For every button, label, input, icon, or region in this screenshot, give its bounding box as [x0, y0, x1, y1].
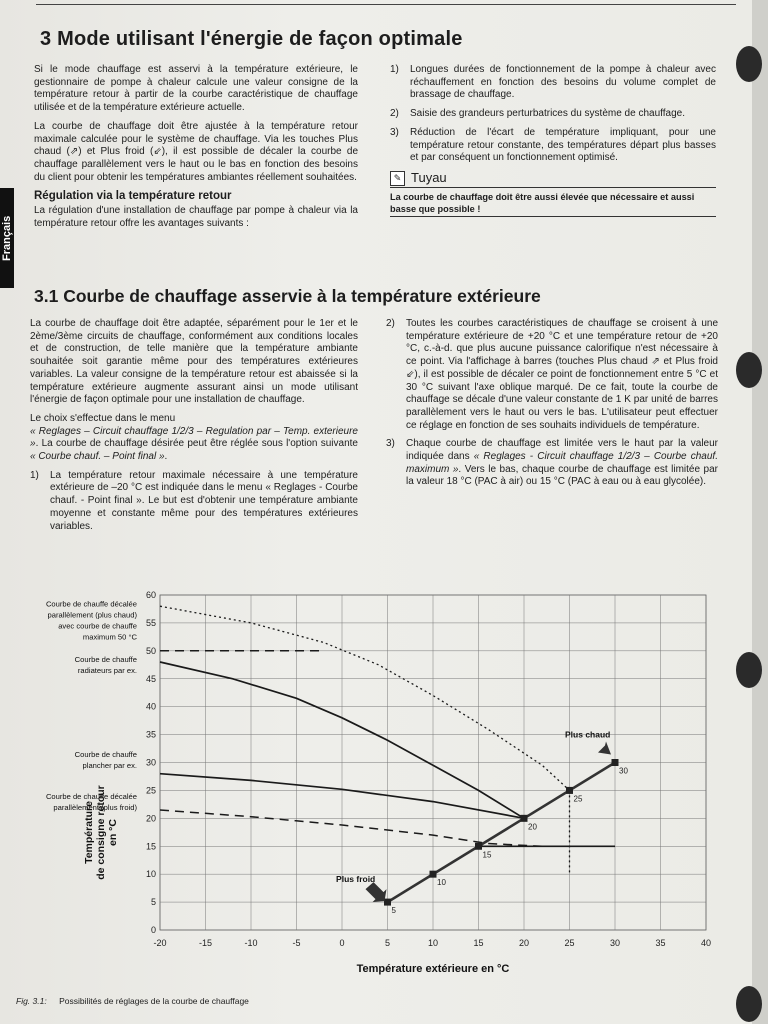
arrow-plus-chaud-icon — [595, 742, 611, 756]
axis-point-marker — [475, 843, 482, 850]
tip-title: Tuyau — [411, 170, 447, 186]
heating-curve-chart — [0, 585, 740, 995]
curve-label: plancher par ex. — [82, 761, 137, 770]
y-axis-label: Température — [83, 801, 95, 864]
axis-point-label: 30 — [619, 766, 628, 776]
y-tick-label: 50 — [145, 645, 156, 656]
binder-hole — [736, 652, 762, 688]
chart-annotation: Plus froid — [336, 873, 376, 884]
figure-caption — [16, 996, 249, 1006]
paragraph: Si le mode chauffage est asservi à la température extérieure, le gestionnaire de pompe à chaleur calcule une valeur consigne de la température retour à partir de la courbe caractéristique de chauffage utilisée et de la température extérieure actuelle. — [34, 64, 358, 114]
y-tick-label: 30 — [145, 757, 156, 768]
x-tick-label: 20 — [518, 938, 530, 948]
tip-header — [390, 171, 716, 186]
axis-point-label: 10 — [437, 878, 446, 888]
y-tick-label: 45 — [145, 673, 156, 684]
paragraph: La régulation d'une installation de chauffage par pompe à chaleur via la température retour offre les avantages suivants : — [34, 205, 358, 229]
axis-point-marker — [612, 759, 619, 766]
section-3-right-column — [390, 64, 716, 220]
x-tick-label: 10 — [427, 938, 439, 948]
language-tab: Français — [0, 188, 14, 288]
y-tick-label: 15 — [145, 841, 156, 852]
axis-point-marker — [384, 899, 391, 906]
axis-point-marker — [566, 787, 573, 794]
settings-list-right — [386, 318, 718, 489]
x-tick-label: -15 — [198, 938, 213, 948]
subheading-regulation: Régulation via la température retour — [34, 190, 232, 203]
y-tick-label: 5 — [150, 897, 156, 908]
tip-text: La courbe de chauffage doit être aussi élevée que nécessaire et aussi basse que possible ! — [390, 191, 695, 214]
binder-hole — [736, 46, 762, 82]
curve-label: maximum 50 °C — [82, 632, 137, 642]
menu-paragraph — [30, 426, 358, 464]
curve-label: parallèlement (plus froid) — [53, 802, 137, 812]
curve-label: Courbe de chauffe décalée — [45, 599, 137, 609]
y-tick-label: 0 — [150, 925, 156, 935]
x-tick-label: 30 — [609, 938, 621, 948]
curve-label: parallèlement (plus chaud) — [47, 610, 137, 620]
y-tick-label: 60 — [145, 590, 156, 600]
y-tick-label: 40 — [145, 701, 156, 712]
curve-label: avec courbe de chauffe — [58, 621, 137, 631]
list-item: 2) Toutes les courbes caractéristiques de chauffage se croisent à une température extérieure de +20 °C et une température retour de +20 °C, c.-à-d. que plus aucune puissance calorifique n'est nécessaire à ce point. Via l'affichage à barres (touches Plus chaud ⇗ et Plus froid ⇙), il est possible de décaler ce point de fonctionnement entre 5 °C et 30 °C suivant l'axe oblique marqué. De ce fait, toute la courbe de chauffage se décale d'une valeur constante de 1 K par unité de barres parallèlement vers le haut ou vers le bas. L'utilisateur peut effectuer ce réglage en fonction de ses souhaits individuels de température. — [386, 318, 718, 431]
axis-point-label: 25 — [573, 794, 583, 804]
curve-label: Courbe de chauffe — [74, 750, 137, 759]
series-axe_oblique — [388, 763, 616, 903]
axis-point-label: 15 — [482, 850, 492, 860]
menu-option: « Courbe chauf. – Point final » — [30, 451, 165, 463]
chart-grid — [160, 595, 706, 930]
menu-path: « Reglages – Circuit chauffage 1/2/3 – Regulation par – Temp. exterieure » — [30, 425, 358, 450]
x-tick-label: 25 — [564, 938, 575, 948]
y-tick-label: 55 — [145, 617, 156, 628]
section-3-1-title: 3.1 Courbe de chauffage asservie à la température extérieure — [34, 286, 541, 306]
tip-note-icon: ✎ — [390, 171, 405, 186]
x-tick-label: 5 — [384, 938, 391, 948]
tip-rule-bottom — [390, 216, 716, 217]
axis-point-label: 20 — [528, 822, 537, 832]
paragraph: La courbe de chauffage doit être adaptée, séparément pour le 1er et le 2ème/3ème circuits de chauffage, conformément aux conditions locales et de construction, de telle manière que la température ambiante souhaitée soit garantie même pour des températures extérieures variables. La valeur consigne de la température retour est abaissée si la température extérieure augmente assurant ainsi un mode utilisant l'énergie de façon optimale pour une installation de chauffage. — [30, 318, 358, 406]
x-tick-label: 35 — [655, 938, 666, 948]
arrow-plus-froid-icon — [366, 882, 387, 902]
y-tick-label: 25 — [145, 785, 156, 796]
figure-caption-text: Possibilités de réglages de la courbe de chauffage — [59, 996, 249, 1006]
x-tick-label: -20 — [153, 938, 167, 948]
advantages-list — [390, 64, 716, 165]
chart-marks — [366, 742, 619, 906]
y-tick-label: 20 — [145, 813, 156, 824]
section-3-title: 3 Mode utilisant l'énergie de façon optimale — [40, 28, 463, 50]
y-tick-label: 35 — [145, 729, 156, 740]
header-rule — [36, 4, 736, 5]
x-axis-label: Température extérieure en °C — [356, 963, 510, 975]
curve-label: radiateurs par ex. — [77, 666, 137, 676]
section-3-1-left-column — [30, 318, 358, 539]
section-3-1-right-column — [386, 318, 718, 495]
x-tick-label: -5 — [292, 938, 301, 948]
axis-point-marker — [430, 871, 437, 878]
tip-rule — [390, 187, 716, 188]
axis-point-marker — [521, 815, 528, 822]
y-axis-label: de consigne retour — [95, 785, 107, 880]
binder-hole — [736, 352, 762, 388]
list-item: 1) Longues durées de fonctionnement de la pompe à chaleur avec réchauffement en fonction des besoins du volume complet de brassage de chauffage. — [390, 64, 716, 101]
list-item: 3) Chaque courbe de chauffage est limitée vers le haut par la valeur indiquée dans « Reglages - Circuit chauffage 1/2/3 – Courbe chauf. maximum ». Vers le bas, chaque courbe de chauffage est limitée par la valeur 18 °C (PAC à air) ou 15 °C (PAC à eau ou à eau glycolée). — [386, 438, 718, 488]
list-item: 3) Réduction de l'écart de température impliquant, pour une température retour constante, des températures départ plus basses et par conséquent un fonctionnement optimisé. — [390, 126, 716, 164]
section-3-left-column — [34, 64, 358, 236]
chart-annotation: Plus chaud — [565, 729, 611, 740]
curve-label: Courbe de chauffe — [74, 655, 137, 665]
menu-intro: Le choix s'effectue dans le menu — [30, 412, 176, 424]
x-tick-label: 40 — [700, 938, 712, 948]
list-item: 1) La température retour maximale nécessaire à une température extérieure de –20 °C est indiquée dans le menu « Reglages - Courbe chauf. - Point final ». Le but est d'obtenir une température ambiante moyenne et constante même pour des températures extérieures variables. — [30, 469, 358, 532]
curve-label: Courbe de chauffe décalée — [45, 791, 137, 801]
y-tick-label: 10 — [145, 869, 156, 880]
figure-number: Fig. 3.1: — [16, 996, 47, 1006]
x-tick-label: 0 — [339, 938, 345, 948]
series-decalee_plus_chaud — [160, 606, 570, 790]
x-tick-label: -10 — [244, 938, 258, 948]
paragraph: La courbe de chauffage doit être ajustée à la température retour maximale calculée pour le système de chauffage. Via les touches Plus chaud (⇗) et Plus froid (⇙), il est possible de décaler la courbe de chauffage parallèlement vers le haut ou le bas en fonction des besoins du client pour obtenir les températures ambiantes réellement souhaitées. — [34, 120, 358, 183]
x-tick-label: 15 — [473, 938, 484, 948]
axis-point-label: 5 — [391, 906, 396, 916]
settings-list-left — [30, 470, 358, 534]
chart-labels — [46, 590, 711, 975]
menu-end: . — [164, 451, 168, 463]
binder-hole — [736, 986, 762, 1022]
list-item: 2) Saisie des grandeurs perturbatrices du système de chauffage. — [390, 108, 685, 120]
page-edge — [752, 0, 768, 1024]
y-axis-label: en °C — [107, 819, 119, 846]
menu-mid: . La courbe de chauffage désirée peut être réglée sous l'option suivante — [35, 438, 358, 450]
